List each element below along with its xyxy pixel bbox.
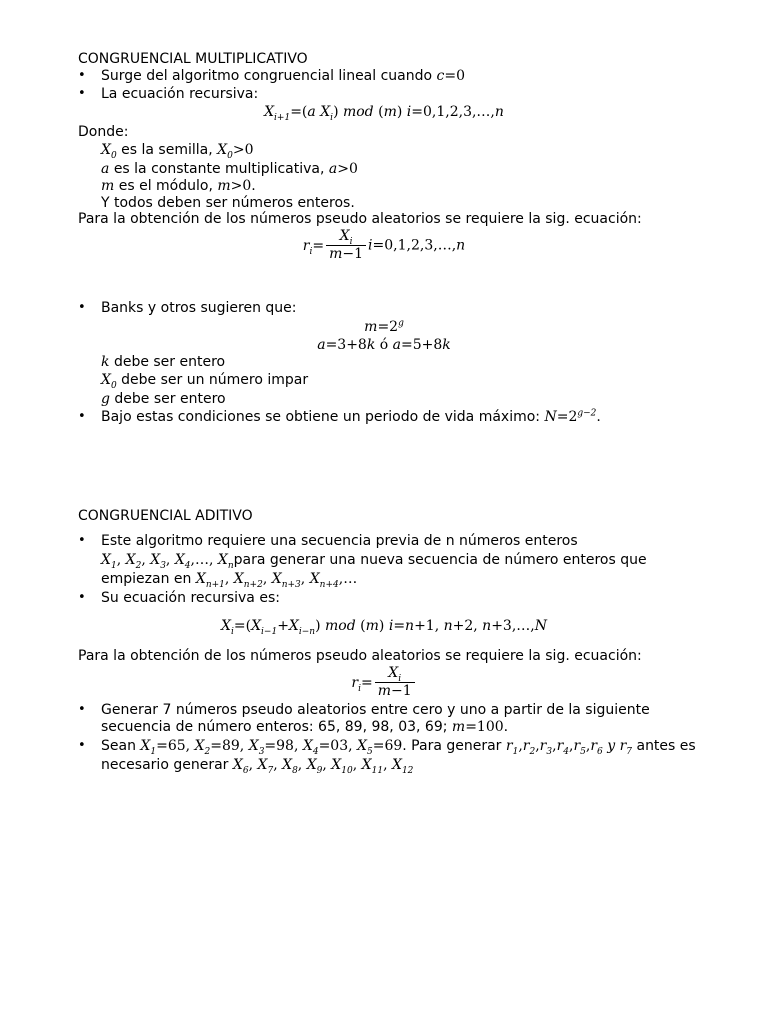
section-title-aditivo: CONGRUENCIAL ADITIVO (78, 508, 253, 524)
paragraph-obtencion-1: Para la obtención de los números pseudo aleatorios se requiere la sig. ecuación: (78, 211, 642, 227)
condition-g: g debe ser entero (101, 391, 226, 407)
equation-recursive-additive: $X_i=(X_{i-1}+X_{i-n})$ mod (m) i=n+1, n+2, n+3,…,N (221, 618, 547, 637)
bullet-text-5-line2: $X_1$, $X_2$, $X_3$, $X_4,\dots$, $X_npara$ generar una nueva secuencia de número enteros que (101, 552, 647, 571)
bullet-text-2: La ecuación recursiva: (101, 86, 259, 102)
paragraph-obtencion-2: Para la obtención de los números pseudo aleatorios se requiere la sig. ecuación: (78, 648, 642, 664)
bullet-text-6: Su ecuación recursiva es: (101, 590, 280, 606)
bullet: • (78, 68, 86, 83)
bullet-text-1: Surge del algoritmo congruencial lineal cuando c=0 (101, 68, 466, 84)
bullet-text-3: Banks y otros sugieren que: (101, 300, 297, 316)
bullet: • (78, 86, 86, 101)
bullet: • (78, 533, 86, 548)
equation-a-options: a=3+8k ó a=5+8k (317, 337, 451, 353)
condition-k: k debe ser entero (101, 354, 226, 370)
bullet: • (78, 300, 86, 315)
bullet-text-7-line1: Generar 7 números pseudo aleatorios entre cero y uno a partir de la siguiente (101, 702, 650, 718)
definition-modulus: m es el módulo, m>0. (101, 178, 256, 194)
bullet: • (78, 702, 86, 717)
bullet: • (78, 409, 86, 424)
definition-integers: Y todos deben ser números enteros. (101, 195, 355, 211)
condition-x0: $X_0$ debe ser un número impar (101, 372, 309, 391)
bullet-text-5-line1: Este algoritmo requiere una secuencia previa de n números enteros (101, 533, 578, 549)
bullet-text-8-line1: Sean $X_1=65$, $X_2=89$, $X_3=98$, $X_4=03$, $X_5=69$. Para generar $r_1,r_2,r_3,r_4,r_5,r_6$ y $r_7$ antes es (101, 738, 696, 757)
definition-multiplier: a es la constante multiplicativa, a>0 (101, 161, 358, 177)
section-title-multiplicativo: CONGRUENCIAL MULTIPLICATIVO (78, 51, 308, 67)
bullet-text-5-line3: empiezan en $X_{n+1}$, $X_{n+2}$, $X_{n+3}$, $X_{n+4},\dots$ (101, 571, 358, 590)
bullet: • (78, 738, 86, 753)
bullet-text-8-line2: necesario generar $X_6$, $X_7$, $X_8$, $X_9$, $X_{10}$, $X_{11}$, $X_{12}$ (101, 757, 414, 776)
bullet: • (78, 590, 86, 605)
donde-label: Donde: (78, 124, 129, 140)
definition-seed: $X_0$ es la semilla, $X_0>0$ (101, 142, 254, 161)
math-c-zero: c=0 (436, 68, 466, 84)
equation-r-multiplicative: $r_i=$ $\frac{X_i}{m-1}$ i=0,1,2,3,…,n (302, 228, 466, 262)
bullet-text-7-line2: secuencia de número enteros: 65, 89, 98, 03, 69; m=100. (101, 719, 509, 735)
equation-r-additive: $r_i=$ $\frac{X_i}{m-1}$ (0, 665, 768, 700)
bullet-text-4: Bajo estas condiciones se obtiene un periodo de vida máximo: $N=2^{g-2}$. (101, 408, 601, 425)
equation-recursive-multiplicative: $X_{i+1}=(a$ $X_i$) mod (m) i=0,1,2,3,…,n (264, 104, 504, 123)
equation-m-power: $m=2^g$ (364, 318, 404, 335)
